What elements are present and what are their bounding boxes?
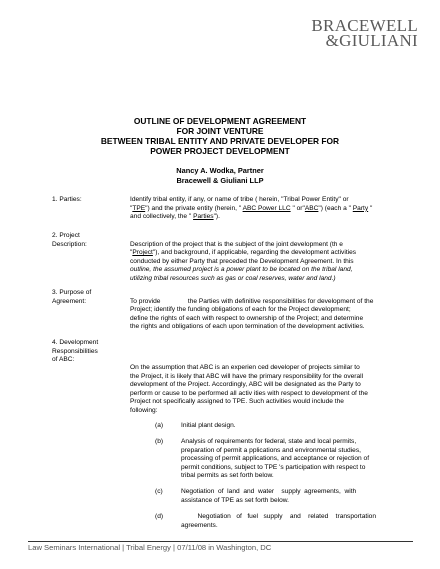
section-body [130, 241, 428, 284]
text-line [130, 205, 428, 214]
text-line: assistance of TPE as set forth below. [181, 496, 289, 504]
text-line [130, 249, 428, 258]
defined-term-abc: ABC [304, 204, 319, 212]
text-line: tribal permits as set forth below. [181, 472, 274, 480]
label-line: Description: [52, 240, 87, 248]
text-line: preparation of permit a pplications and environmental studies, [181, 446, 361, 454]
label-line: Responsibilities [52, 347, 98, 355]
label-line: 4. Development [52, 339, 99, 346]
section-body [130, 364, 428, 416]
text-line: processing of permit applications, and acceptance or rejection of [181, 455, 370, 463]
text-run: ") (each a " [318, 204, 353, 212]
label-line: 2. Project [52, 232, 80, 239]
footer-divider [28, 541, 413, 542]
text-line: On the assumption that ABC is an experien ced developer of projects similar to [130, 364, 360, 371]
item-marker: (d) [155, 513, 164, 520]
author-block [0, 166, 440, 186]
title-line: FOR JOINT VENTURE [176, 126, 264, 136]
label-line: 3. Purpose of [52, 289, 92, 296]
text-line: the Project, it is likely that ABC will have the primary responsibility for the overall [130, 372, 364, 380]
text-line: agreements. [181, 521, 218, 529]
text-run: " [368, 204, 373, 212]
text-line: define the rights of each with respect to ownership of the Project; and determine [130, 314, 364, 322]
text-run: " [130, 249, 133, 257]
item-text [181, 488, 387, 505]
title-line: BETWEEN TRIBAL ENTITY AND PRIVATE DEVELOPER FOR [100, 136, 340, 146]
text-run: " or" [290, 204, 305, 212]
logo-line-2: &GIULIANI [325, 31, 418, 50]
defined-term-party: Party [352, 204, 369, 212]
document-title [0, 116, 440, 156]
text-line: perform or cause to be performed all activ ities with respect to development of the [130, 389, 368, 397]
item-text [181, 422, 387, 431]
section-body [130, 196, 428, 222]
text-line: permit conditions, subject to TPE 's participation with respect to [181, 463, 366, 471]
text-run: "). [213, 213, 220, 221]
firm-logo [311, 18, 418, 48]
author-firm: Bracewell & Giuliani LLP [176, 176, 264, 185]
section-label: 1. Parties: [52, 196, 82, 203]
text-line: outline, the assumed project is a power plant to be located on the tribal land, [130, 266, 353, 274]
text-line [130, 213, 428, 222]
section-label [52, 232, 112, 249]
section-label [52, 339, 112, 365]
text-line: utilizing tribal resources such as gas or coal reserves, water and land.) [130, 274, 336, 282]
text-line: Negotiation of fuel supply and related transportation [181, 513, 376, 520]
item-marker: (a) [155, 422, 164, 429]
text-line: the rights and obligations of each upon termination of the development activities. [130, 323, 365, 331]
text-line: Project not specifically assigned to TPE. Such activities would include the [130, 398, 344, 406]
label-line: of ABC: [52, 356, 75, 364]
text-line: Negotiation of land and water supply agreements, with [181, 488, 357, 495]
text-run: and collectively, the " [130, 213, 194, 221]
item-marker: (c) [155, 488, 163, 495]
author-name: Nancy A. Wodka, Partner [176, 166, 264, 175]
text-run: ") and the private entity (herein, " [145, 204, 243, 212]
text-run: " [130, 204, 133, 212]
text-line: following: [130, 406, 158, 414]
item-text [181, 438, 387, 481]
section-label [52, 289, 112, 306]
title-line: POWER PROJECT DEVELOPMENT [150, 146, 290, 156]
text-run: "), and background, if applicable, regarding the development activities [152, 249, 357, 257]
text-line: development of the Project. Accordingly, ABC will be designated as the Party to [130, 381, 361, 389]
defined-term-abc-llc: ABC Power LLC [242, 204, 291, 212]
defined-term-parties: Parties [193, 213, 214, 221]
item-text [181, 513, 387, 530]
text-line: Initial plant design. [181, 422, 236, 429]
text-line: To provide the Parties with definitive responsibilities for development of the [130, 297, 374, 305]
defined-term-tpe: TPE [132, 204, 146, 212]
text-line: Project; identify the funding obligations of each for the Project development; [130, 306, 351, 314]
text-line: Analysis of requirements for federal, state and local permits, [181, 438, 357, 445]
text-line: Description of the project that is the subject of the joint development (th e [130, 240, 343, 248]
section-body [130, 298, 428, 332]
label-line: Agreement: [52, 297, 87, 305]
defined-term-project: Project [132, 249, 153, 257]
page-footer: Law Seminars International | Tribal Energy | 07/11/08 in Washington, DC [28, 543, 272, 552]
title-line: OUTLINE OF DEVELOPMENT AGREEMENT [133, 116, 307, 126]
text-line: Identify tribal entity, if any, or name of tribe ( herein, "Tribal Power Entity" or [130, 196, 349, 203]
item-marker: (b) [155, 438, 164, 445]
logo-line-1: BRACEWELL [311, 16, 418, 35]
text-line: conducted by either Party that preceded the Development Agreement. In this [130, 257, 354, 265]
